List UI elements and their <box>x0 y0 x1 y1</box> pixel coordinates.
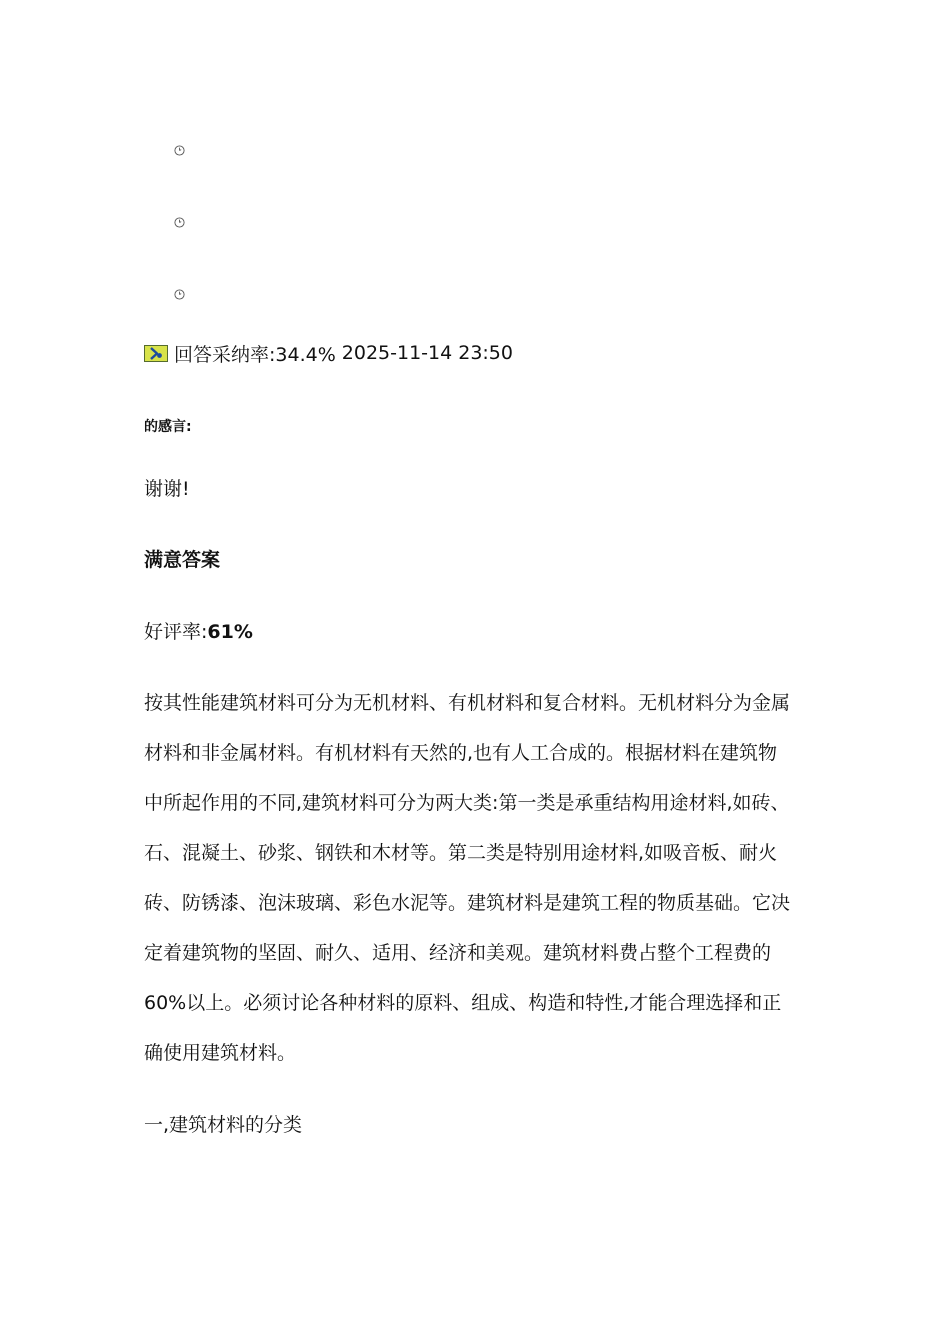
clock-icon <box>174 145 185 156</box>
answer-body <box>144 690 812 1090</box>
rating-label: 好评率: <box>144 621 208 643</box>
body-line: 确使用建筑材料。 <box>144 1042 297 1064</box>
body-line: 60%以上。必须讨论各种材料的原料、组成、构造和特性,才能合理选择和正 <box>144 992 782 1014</box>
body-line: 材料和非金属材料。有机材料有天然的,也有人工合成的。根据材料在建筑物 <box>144 742 778 764</box>
body-line: 中所起作用的不同,建筑材料可分为两大类:第一类是承重结构用途材料,如砖、 <box>144 792 790 814</box>
adopt-badge-icon <box>144 345 168 362</box>
body-line: 砖、防锈漆、泡沫玻璃、彩色水泥等。建筑材料是建筑工程的物质基础。它决 <box>144 892 791 914</box>
clock-icon <box>174 217 185 228</box>
clock-icon <box>174 289 185 300</box>
adoption-rate-line <box>144 340 513 366</box>
rating-line <box>144 617 253 644</box>
adoption-rate-label: 回答采纳率:34.4% <box>174 343 336 366</box>
body-line: 定着建筑物的坚固、耐久、适用、经济和美观。建筑材料费占整个工程费的 <box>144 942 772 964</box>
section-heading: 一,建筑材料的分类 <box>144 1114 303 1136</box>
rating-value: 61% <box>207 621 253 643</box>
answer-datetime: 2025-11-14 23:50 <box>341 342 513 364</box>
thanks-text: 谢谢! <box>144 478 190 500</box>
body-line: 按其性能建筑材料可分为无机材料、有机材料和复合材料。无机材料分为金属 <box>144 692 791 714</box>
body-line: 石、混凝土、砂浆、钢铁和木材等。第二类是特别用途材料,如吸音板、耐火 <box>144 842 778 864</box>
satisfied-answer-title: 满意答案 <box>144 549 221 571</box>
thanks-label: 的感言: <box>144 419 192 435</box>
